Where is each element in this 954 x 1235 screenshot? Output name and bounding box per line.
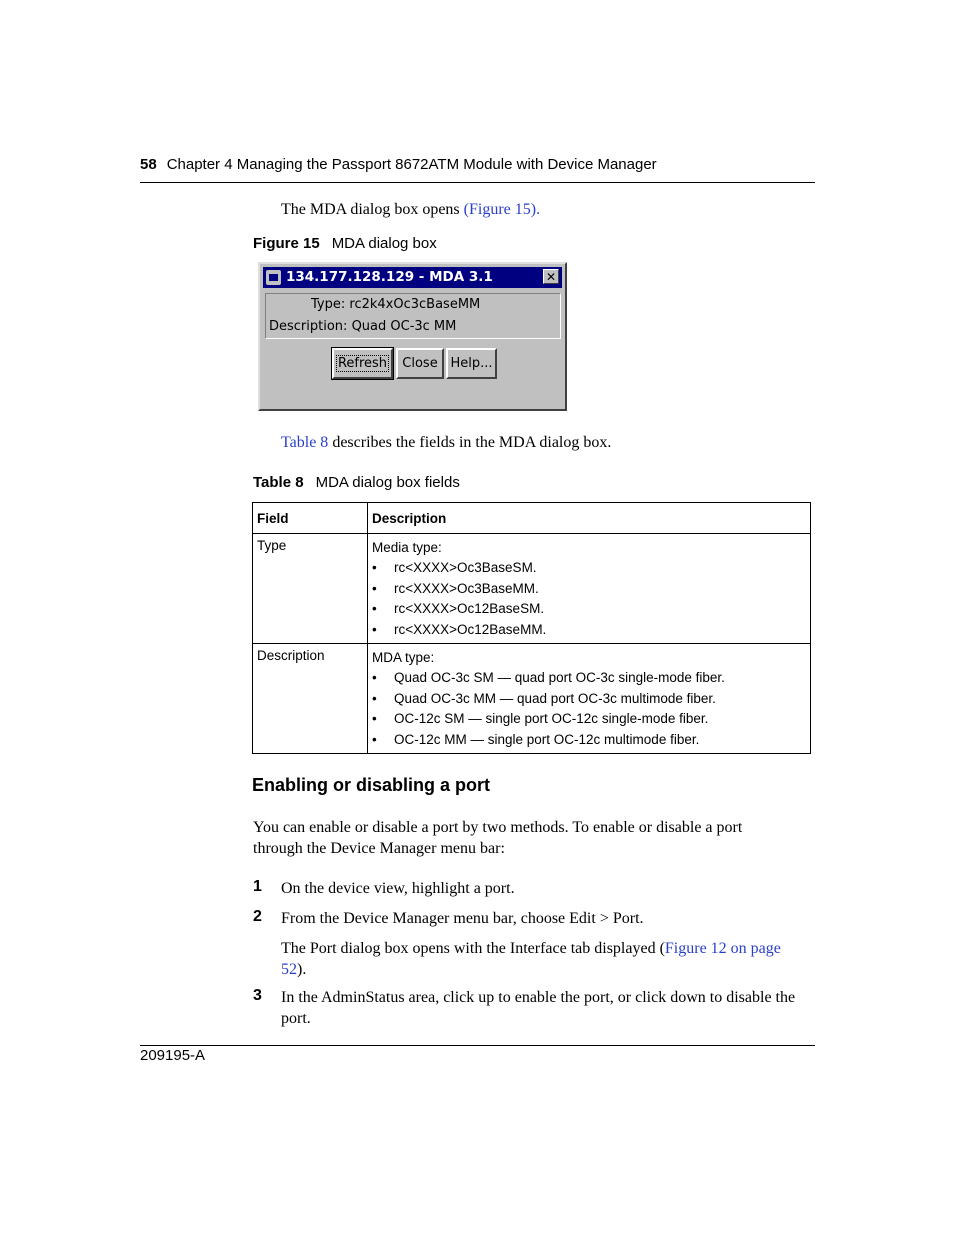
list-item: • rc<XXXX>Oc3BaseSM.: [372, 558, 806, 579]
step-1-number: 1: [253, 878, 262, 895]
description-label: Description:: [269, 319, 348, 334]
figure-title: MDA dialog box: [331, 235, 437, 252]
list-item: • Quad OC-3c MM — quad port OC-3c multimode fiber.: [372, 689, 806, 710]
header-rule: [140, 182, 815, 183]
list-item: • OC-12c MM — single port OC-12c multimode fiber.: [372, 730, 806, 751]
table-title: MDA dialog box fields: [315, 474, 460, 491]
description-cell: [368, 644, 811, 754]
intro-paragraph: [281, 199, 540, 220]
table-ref-paragraph: [281, 432, 611, 453]
list-item: • Quad OC-3c SM — quad port OC-3c single-mode fiber.: [372, 668, 806, 689]
step-3-number: 3: [253, 987, 262, 1004]
step-3-text: In the AdminStatus area, click up to enable the port, or click down to disable the port.: [281, 989, 796, 1027]
table-header-row: [253, 503, 811, 534]
footer-doc-number: 209195-A: [140, 1047, 206, 1064]
figure-caption: [253, 235, 437, 252]
type-label: Type:: [311, 297, 346, 312]
table-caption: [253, 474, 460, 491]
list-item: • rc<XXXX>Oc3BaseMM.: [372, 579, 806, 600]
column-header-description: Description: [368, 503, 811, 534]
field-cell: Description: [253, 644, 368, 754]
telephone-icon: [266, 270, 281, 285]
bullet-list: [372, 558, 806, 640]
field-cell: Type: [253, 534, 368, 644]
table-row: [253, 534, 811, 644]
list-item: • rc<XXXX>Oc12BaseSM.: [372, 599, 806, 620]
page-number: 58: [140, 156, 157, 173]
cell-lead: MDA type:: [372, 650, 435, 665]
close-icon[interactable]: ✕: [543, 269, 559, 284]
dialog-title: 134.177.128.129 - MDA 3.1: [286, 269, 493, 285]
step-2-note: [281, 938, 801, 980]
running-header: [140, 156, 657, 173]
type-row: [311, 297, 480, 312]
close-button[interactable]: Close: [396, 348, 444, 379]
section-heading: Enabling or disabling a port: [252, 775, 491, 795]
intro-text: The MDA dialog box opens: [281, 201, 464, 218]
mda-dialog: [258, 262, 567, 411]
fields-table: [252, 502, 811, 754]
column-header-field: Field: [253, 503, 368, 534]
description-cell: [368, 534, 811, 644]
footer-rule: [140, 1045, 815, 1046]
table-8-link[interactable]: Table 8: [281, 434, 329, 451]
step-2-note-end: ).: [297, 961, 307, 978]
bullet-list: [372, 668, 806, 750]
figure-12-link[interactable]: Figure 12 on page 52: [281, 940, 781, 978]
figure-15-link[interactable]: (Figure 15): [463, 201, 537, 218]
chapter-title: Chapter 4 Managing the Passport 8672ATM Module with Device Manager: [166, 156, 657, 173]
type-value: rc2k4xOc3cBaseMM: [349, 297, 481, 312]
dialog-info-panel: [265, 293, 561, 339]
step-2-number: 2: [253, 908, 262, 925]
list-item: • OC-12c SM — single port OC-12c single-mode fiber.: [372, 709, 806, 730]
description-value: Quad OC-3c MM: [351, 319, 457, 334]
table-label: Table 8: [253, 474, 304, 491]
list-item: • rc<XXXX>Oc12BaseMM.: [372, 620, 806, 641]
description-row: [269, 319, 456, 334]
intro-end: .: [536, 201, 541, 218]
table-row: [253, 644, 811, 754]
step-1-text: On the device view, highlight a port.: [281, 880, 515, 897]
refresh-button[interactable]: Refresh: [332, 348, 393, 379]
help-button[interactable]: Help...: [446, 348, 497, 379]
step-2-note-text: The Port dialog box opens with the Interface tab displayed (: [281, 940, 665, 957]
cell-lead: Media type:: [372, 540, 442, 555]
dialog-titlebar[interactable]: [263, 267, 562, 288]
figure-label: Figure 15: [253, 235, 320, 252]
step-2-text: From the Device Manager menu bar, choose Edit > Port.: [281, 910, 644, 927]
section-paragraph: You can enable or disable a port by two methods. To enable or disable a port through the Device Manager menu bar:: [253, 819, 743, 857]
table-ref-text: describes the fields in the MDA dialog box.: [328, 434, 612, 451]
